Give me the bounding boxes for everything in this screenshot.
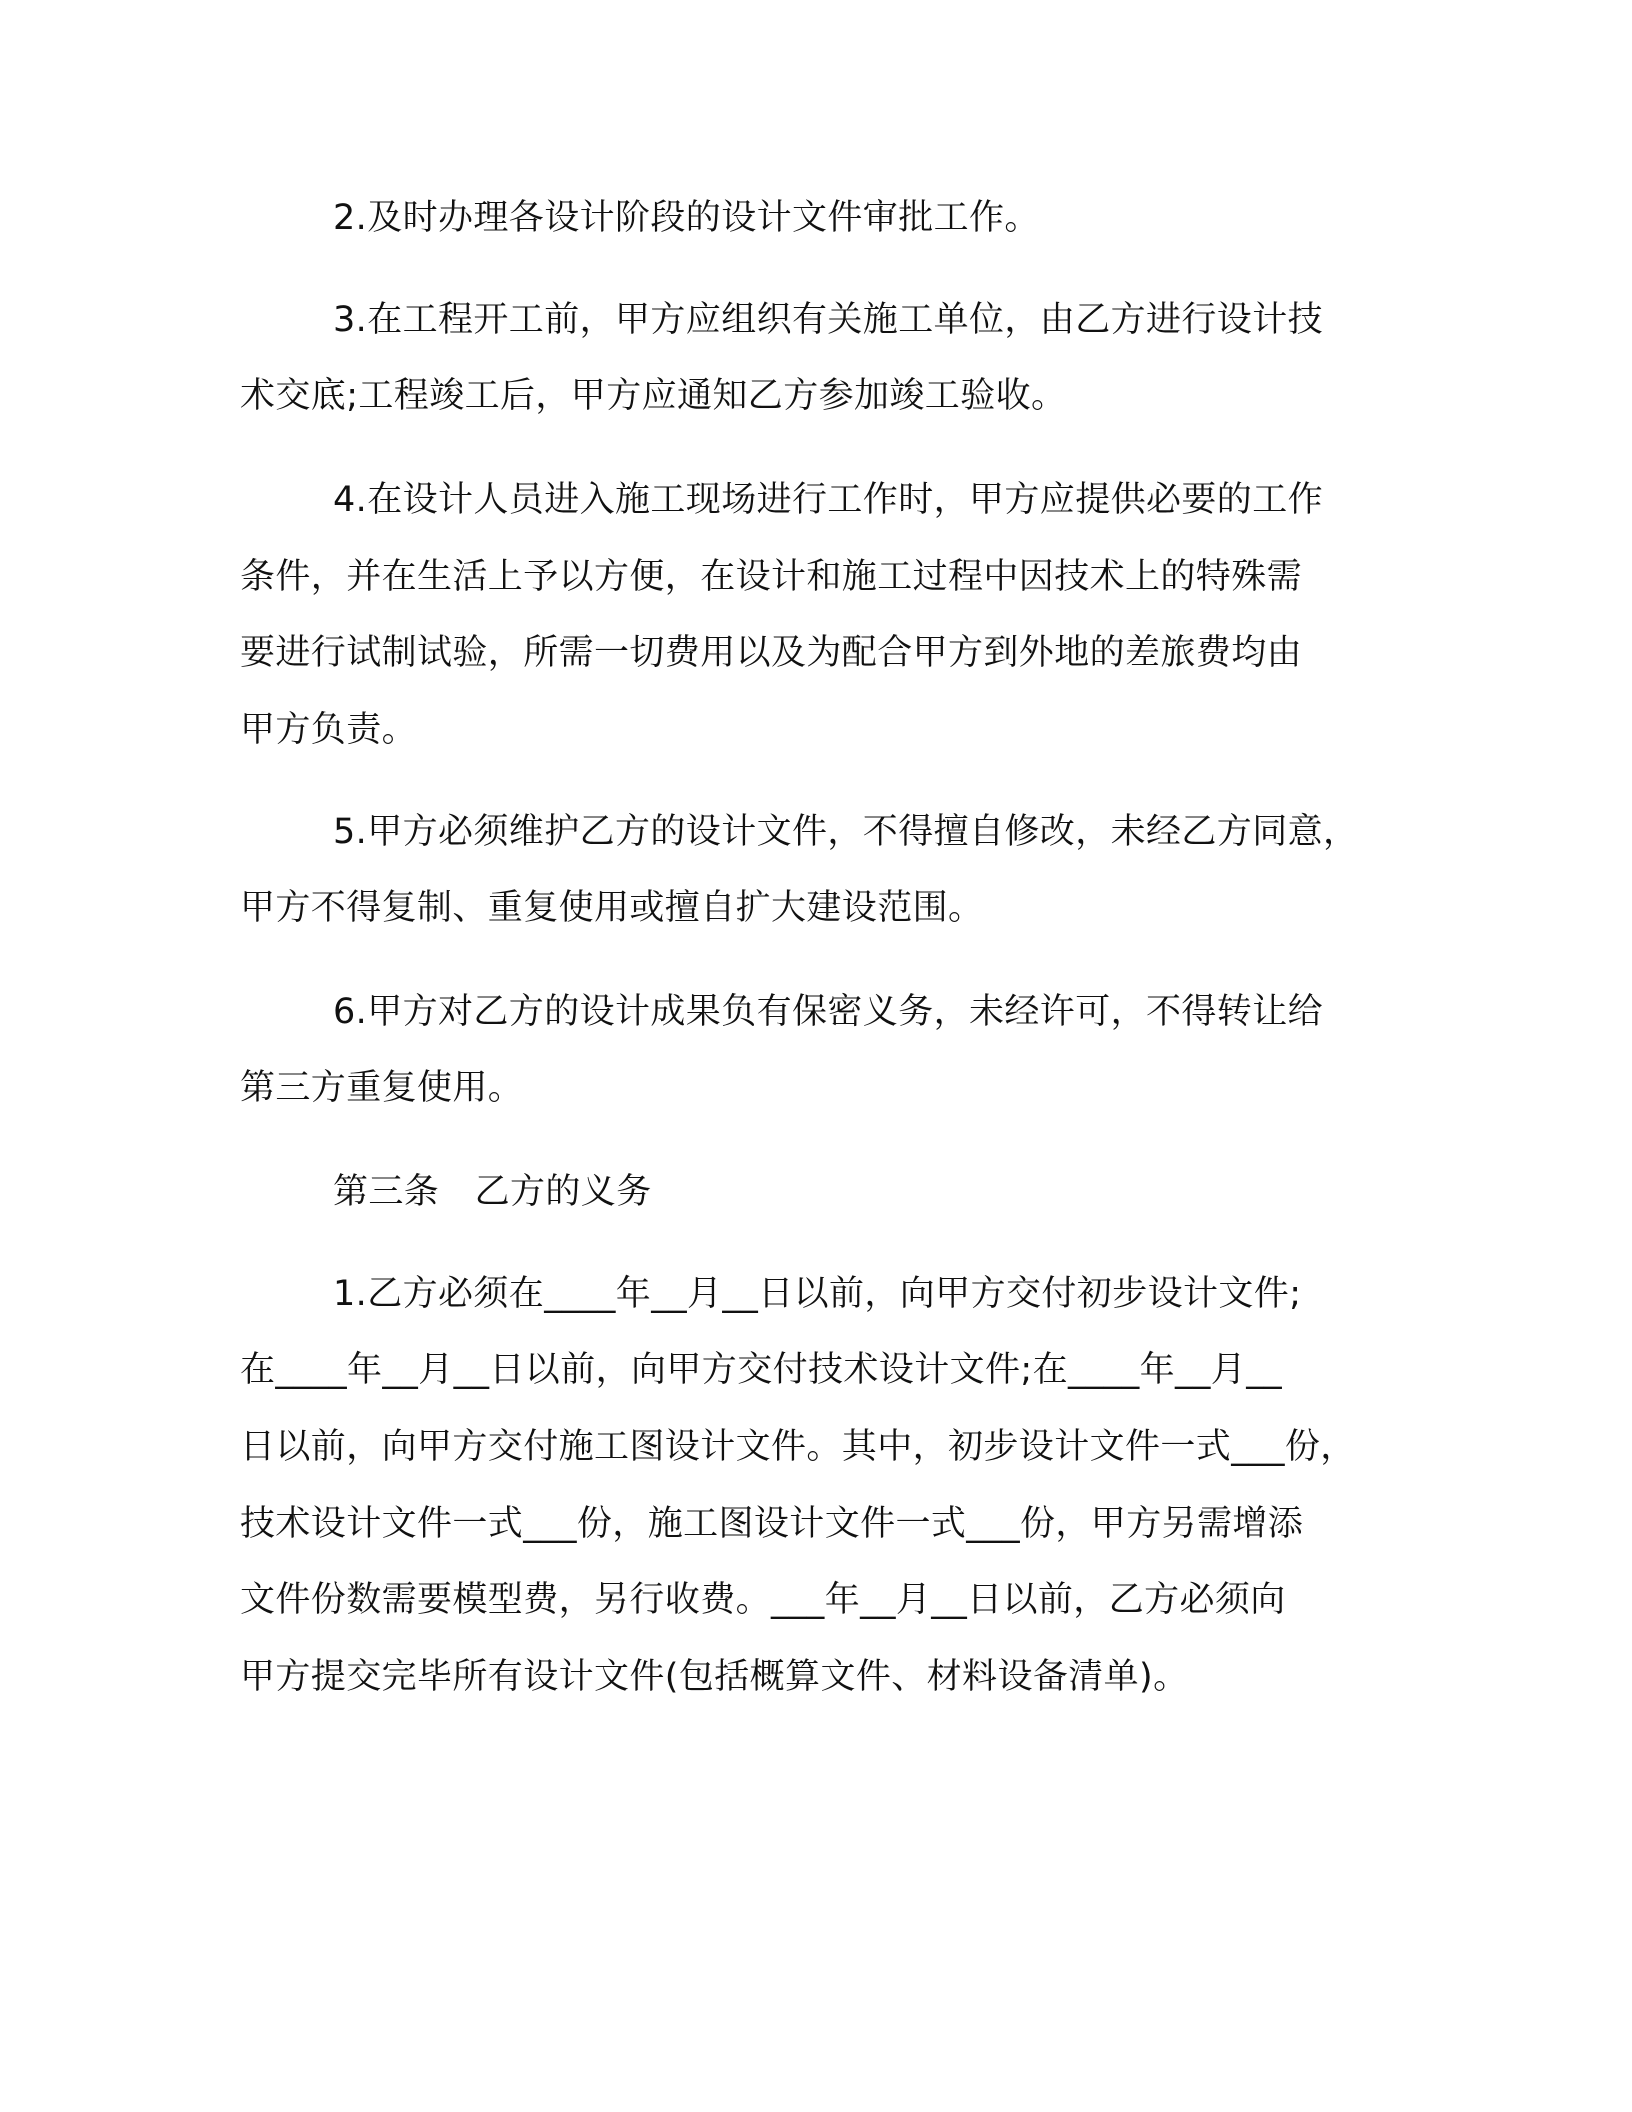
paragraph-3-line-1: 3.在工程开工前，甲方应组织有关施工单位，由乙方进行设计技 xyxy=(333,300,1323,340)
paragraph-5-line-1: 5.甲方必须维护乙方的设计文件，不得擅自修改，未经乙方同意， xyxy=(333,812,1359,852)
obligation-1-line-3: 日以前，向甲方交付施工图设计文件。其中，初步设计文件一式___份， xyxy=(240,1427,1356,1467)
paragraph-4-line-2: 条件，并在生活上予以方便，在设计和施工过程中因技术上的特殊需 xyxy=(240,557,1303,597)
obligation-1-line-2: 在____年__月__日以前，向甲方交付技术设计文件;在____年__月__ xyxy=(240,1350,1282,1390)
obligation-1-line-4: 技术设计文件一式___份，施工图设计文件一式___份，甲方另需增添 xyxy=(240,1504,1304,1544)
paragraph-4-line-3: 要进行试制试验，所需一切费用以及为配合甲方到外地的差旅费均由 xyxy=(240,633,1303,673)
paragraph-6-line-1: 6.甲方对乙方的设计成果负有保密义务，未经许可，不得转让给 xyxy=(333,992,1323,1032)
paragraph-3-line-2: 术交底;工程竣工后，甲方应通知乙方参加竣工验收。 xyxy=(240,376,1067,416)
paragraph-6-line-2: 第三方重复使用。 xyxy=(240,1068,524,1108)
section-heading: 第三条 乙方的义务 xyxy=(333,1172,652,1212)
paragraph-2-line-1: 2.及时办理各设计阶段的设计文件审批工作。 xyxy=(333,198,1040,238)
paragraph-5-line-2: 甲方不得复制、重复使用或擅自扩大建设范围。 xyxy=(240,888,984,928)
obligation-1-line-6: 甲方提交完毕所有设计文件(包括概算文件、材料设备清单)。 xyxy=(240,1657,1189,1697)
paragraph-4-line-4: 甲方负责。 xyxy=(240,710,418,750)
obligation-1-line-1: 1.乙方必须在____年__月__日以前，向甲方交付初步设计文件; xyxy=(333,1274,1302,1314)
obligation-1-line-5: 文件份数需要模型费，另行收费。___年__月__日以前，乙方必须向 xyxy=(240,1580,1286,1620)
paragraph-4-line-1: 4.在设计人员进入施工现场进行工作时，甲方应提供必要的工作 xyxy=(333,480,1323,520)
